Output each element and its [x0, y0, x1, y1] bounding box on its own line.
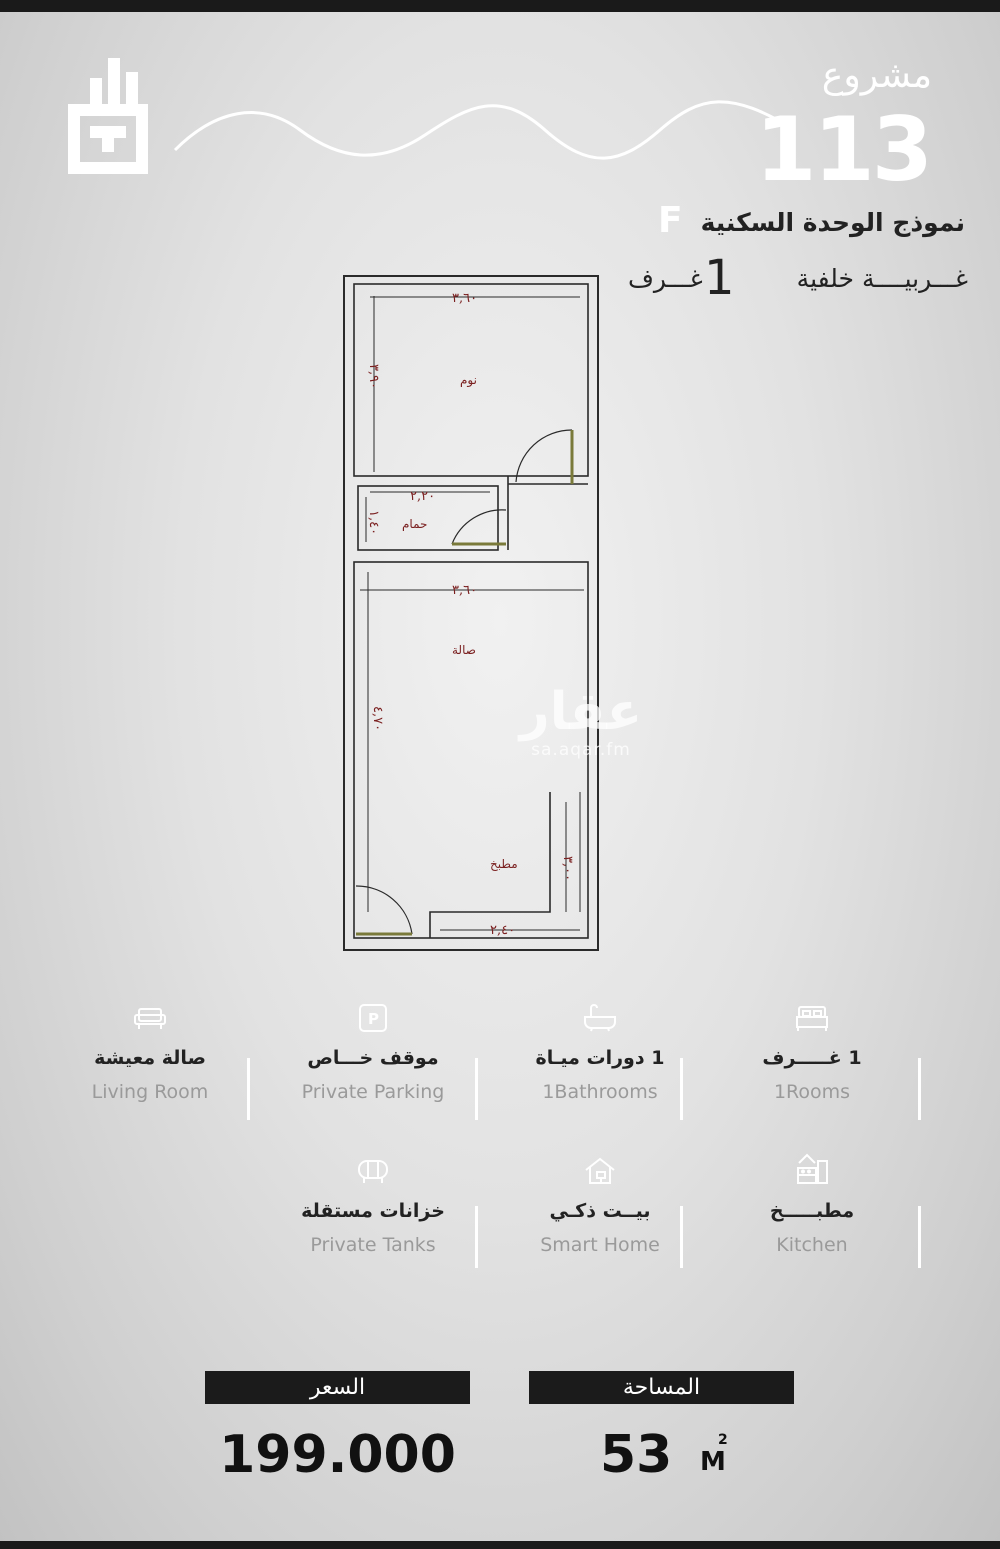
divider	[247, 1058, 250, 1120]
area-unit: M	[700, 1447, 726, 1477]
feature-ar: موقف خـــاص	[307, 1047, 439, 1069]
feature-ar: مطبـــــخ	[769, 1200, 855, 1222]
watermark-url: sa.aqar.fm	[531, 740, 631, 760]
feature-ar: بيــت ذكـي	[549, 1200, 651, 1222]
developer-logo-icon	[62, 58, 152, 180]
floor-plan	[340, 272, 602, 954]
feature-ar: 1 دورات ميـاة	[535, 1047, 665, 1069]
parking-icon	[356, 1003, 390, 1033]
kitchen-icon	[795, 1150, 829, 1186]
dim-bathroom-length: ١,٤٠	[366, 510, 381, 536]
feature-en: Kitchen	[776, 1234, 848, 1256]
bottom-border	[0, 1541, 1000, 1549]
feature-en: Living Room	[91, 1081, 209, 1103]
room-kitchen: مطبخ	[490, 857, 518, 871]
bed-icon	[795, 1003, 829, 1033]
smart-home-icon	[583, 1156, 617, 1186]
unit-rooms-count: 1	[704, 250, 735, 306]
area-value: 53	[600, 1425, 673, 1485]
dim-kitchen-length: ٣,٠٠	[560, 856, 575, 882]
divider	[918, 1058, 921, 1120]
feature-living-room	[60, 1003, 240, 1103]
dim-hall-width: ٣,٦٠	[452, 583, 478, 598]
room-hall: صالة	[452, 643, 476, 657]
room-bathroom: حمام	[402, 517, 428, 531]
feature-bathrooms	[510, 1003, 690, 1103]
unit-rooms-label: غـــرف	[628, 264, 703, 293]
feature-en: Private Tanks	[310, 1234, 436, 1256]
feature-ar: صالة معيشة	[94, 1047, 206, 1069]
feature-en: Private Parking	[301, 1081, 445, 1103]
divider	[680, 1206, 683, 1268]
divider	[475, 1206, 478, 1268]
feature-rooms	[722, 1003, 902, 1103]
sofa-icon	[133, 1003, 167, 1033]
unit-title: نموذج الوحدة السكنية	[700, 208, 965, 237]
feature-smart-home	[510, 1156, 690, 1256]
top-border	[0, 0, 1000, 12]
price-label: السعر	[205, 1371, 470, 1404]
dim-hall-length: ٤,٧٠	[370, 706, 385, 732]
divider	[475, 1058, 478, 1120]
project-number: 113	[755, 98, 930, 201]
unit-model: F	[658, 200, 683, 241]
feature-ar: 1 غـــــرف	[762, 1047, 862, 1069]
water-tank-icon	[356, 1156, 390, 1186]
dim-bedroom-length: ٣,٩٠	[366, 364, 381, 390]
feature-en: Smart Home	[540, 1234, 660, 1256]
dim-kitchen-width: ٢,٤٠	[490, 923, 516, 938]
unit-orientation: غـــربيــــة خلفية	[796, 264, 968, 293]
divider	[918, 1206, 921, 1268]
feature-ar: خزانات مستقلة	[301, 1200, 445, 1222]
svg-text:P: P	[368, 1010, 379, 1028]
feature-en: 1Bathrooms	[542, 1081, 658, 1103]
feature-parking	[283, 1003, 463, 1103]
feature-kitchen	[722, 1150, 902, 1256]
project-label: مشروع	[821, 55, 932, 96]
watermark	[506, 684, 656, 774]
area-label: المساحة	[529, 1371, 794, 1404]
decorative-wave	[170, 95, 800, 165]
area-unit-superscript: 2	[718, 1432, 728, 1448]
feature-tanks	[283, 1156, 463, 1256]
room-bedroom: نوم	[460, 373, 477, 387]
divider	[680, 1058, 683, 1120]
bathtub-icon	[583, 1003, 617, 1033]
dim-bedroom-width: ٣,٦٠	[452, 291, 478, 306]
watermark-text: عقار	[519, 682, 643, 742]
dim-bathroom-width: ٢,٢٠	[410, 489, 436, 504]
price-value: 199.000	[219, 1425, 456, 1485]
feature-en: 1Rooms	[773, 1081, 851, 1103]
